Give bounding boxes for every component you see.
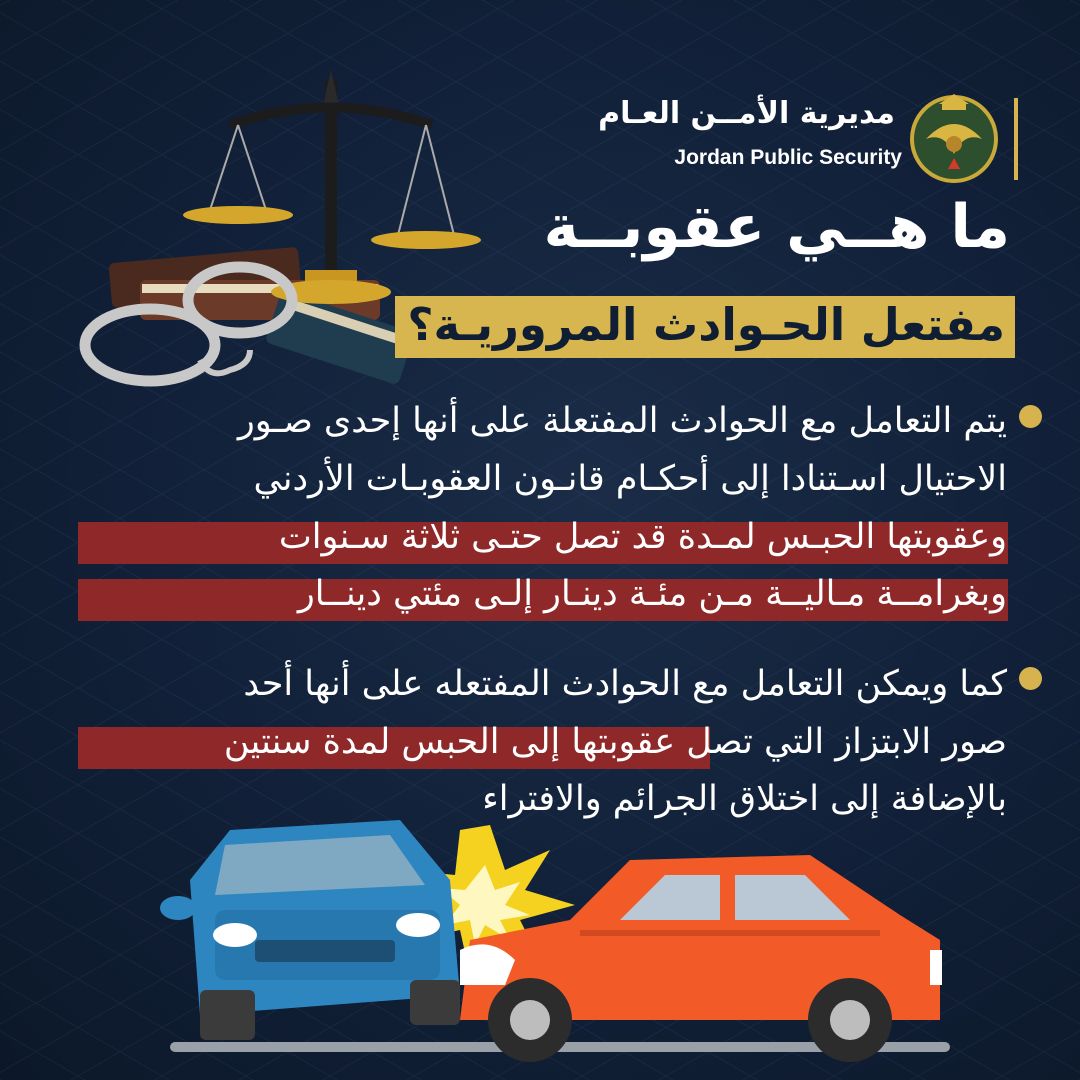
org-name-english: Jordan Public Security (674, 146, 902, 169)
red-car-icon (460, 855, 942, 1062)
org-name-arabic: مديرية الأمــن العـام (598, 96, 895, 131)
bullet-2-line-2 (224, 718, 1007, 766)
bullet-2-line-3: بالإضافة إلى اختلاق الجرائم والافتراء (482, 779, 1007, 819)
bullet-1-line-1: يتم التعامل مع الحوادث المفتعلة على أنها إحدى صـور (237, 401, 1007, 441)
bullet-1-line-4: وبغرامــة مـاليــة مـن مئـة دينـار إلـى مئتي دينــار (297, 574, 1007, 614)
car-collision-illustration (160, 820, 960, 1070)
title-line-1: ما هــي عقوبــة (543, 192, 1010, 262)
logo-divider (1014, 98, 1018, 180)
bullet-2-line-1: كما ويمكن التعامل مع الحوادث المفتعله على أنها أحد (243, 664, 1007, 704)
bullet-1-line-3: وعقوبتها الحبـس لمـدة قد تصل حتـى ثلاثة سـنوات (278, 517, 1007, 557)
bullet-dot (1019, 405, 1042, 428)
bullet-1-line-2: الاحتيال اسـتنادا إلى أحكـام قانـون العقوبـات الأردني (253, 459, 1007, 499)
bullet-dot (1019, 667, 1042, 690)
bullet-2-line-2-text: صور الابتزاز التي (763, 722, 1007, 762)
title-line-2: مفتعل الحـوادث المروريـة؟ (407, 298, 1005, 351)
jordan-public-security-emblem-icon (904, 84, 1004, 184)
blue-car-icon (160, 820, 460, 1040)
bullet-2-line-2-highlight: تصل عقوبتها إلى الحبس لمدة سنتين (223, 722, 753, 762)
